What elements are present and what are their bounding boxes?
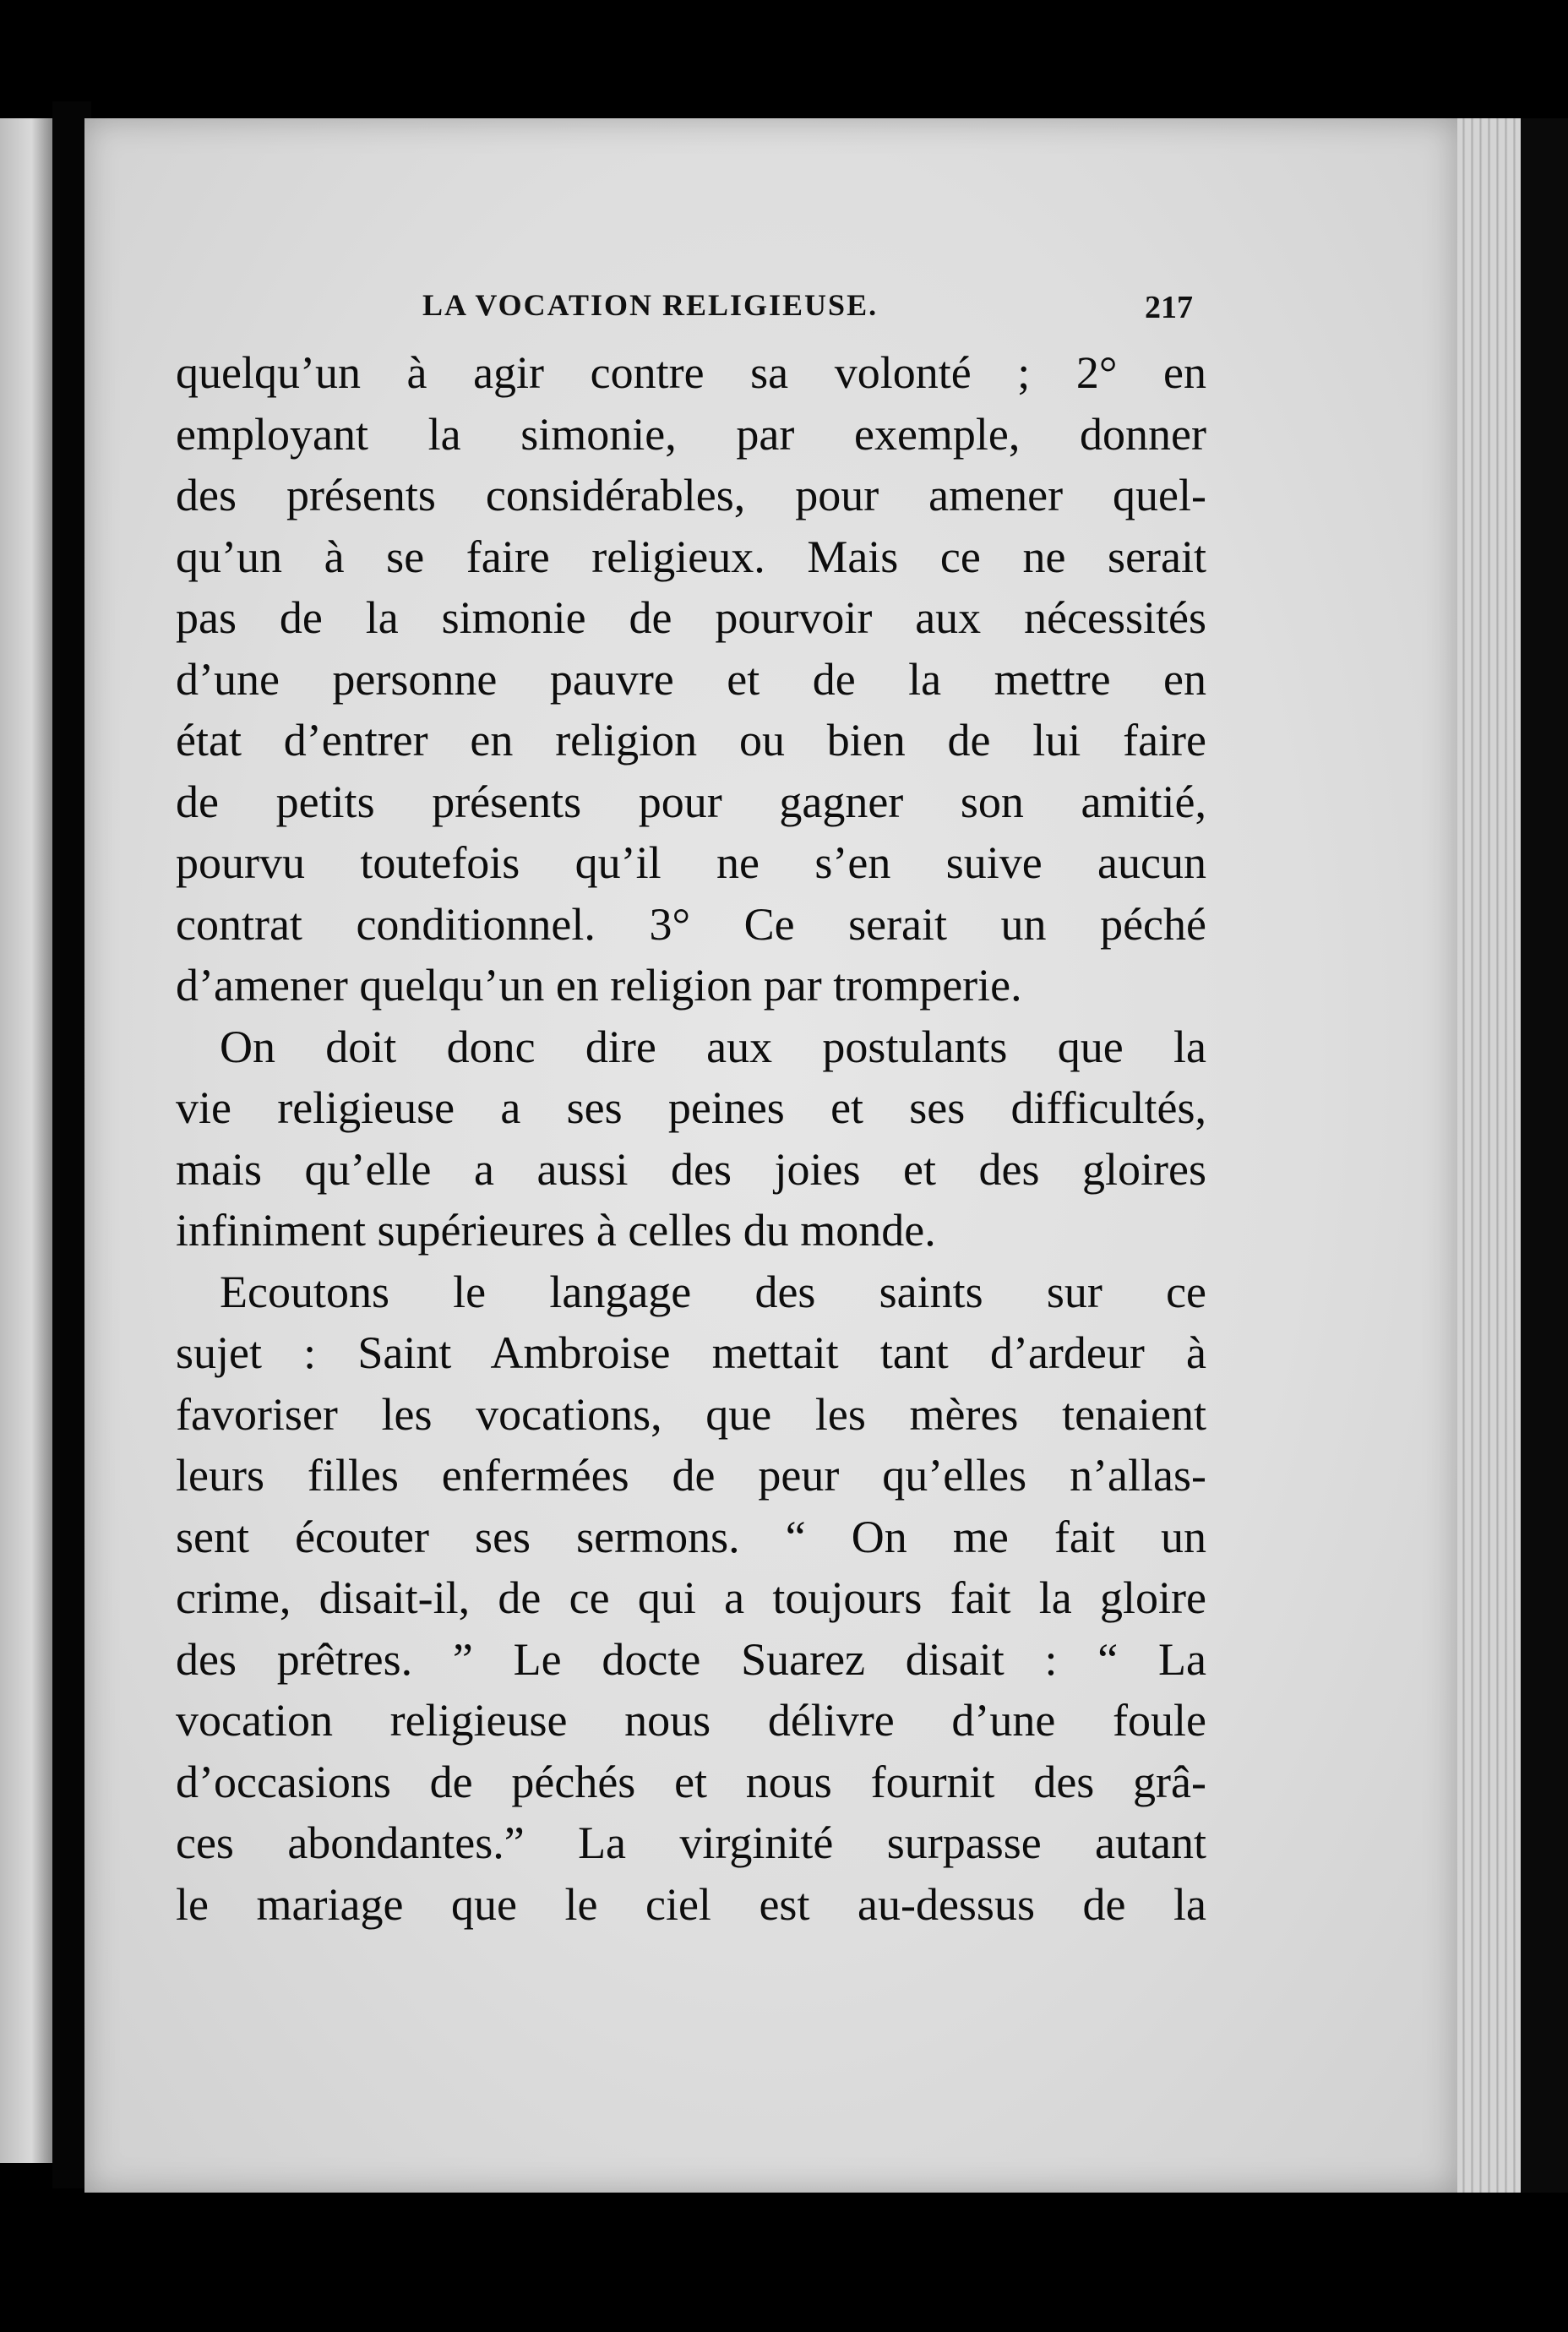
text-line: contrat conditionnel. 3° Ce serait un péché [176, 898, 1206, 950]
text-line: état d’entrer en religion ou bien de lui faire [176, 715, 1206, 766]
text-line: d’occasions de péchés et nous fournit des grâ- [176, 1756, 1206, 1807]
text-line: d’amener quelqu’un en religion par tromperie. [176, 960, 1022, 1011]
text-line: vocation religieuse nous délivre d’une foule [176, 1695, 1206, 1746]
text-line: d’une personne pauvre et de la mettre en [176, 653, 1206, 705]
body-text [176, 342, 1206, 1935]
running-title: LA VOCATION RELIGIEUSE. [422, 288, 879, 322]
book-page [84, 118, 1457, 2193]
text-line: leurs filles enfermées de peur qu’elles n’allas- [176, 1450, 1206, 1501]
text-line: quelqu’un à agir contre sa volonté ; 2° en [176, 347, 1206, 398]
text-line: qu’un à se faire religieux. Mais ce ne serait [176, 531, 1206, 582]
text-line: le mariage que le ciel est au-dessus de la [176, 1878, 1206, 1930]
bottom-border-shadow [0, 2193, 1568, 2332]
right-border-shadow [1521, 118, 1568, 2193]
text-line: mais qu’elle a aussi des joies et des gloires [176, 1143, 1206, 1195]
running-head [84, 287, 1457, 338]
text-line: crime, disait-il, de ce qui a toujours fait la gloire [176, 1572, 1206, 1623]
text-line: des prêtres. ” Le docte Suarez disait : “ La [176, 1633, 1206, 1685]
text-line: sujet : Saint Ambroise mettait tant d’ardeur à [176, 1327, 1206, 1378]
page-stack-edges [1457, 118, 1521, 2193]
text-line: de petits présents pour gagner son amitié, [176, 776, 1206, 827]
text-line: employant la simonie, par exemple, donner [176, 408, 1206, 460]
text-line: pourvu toutefois qu’il ne s’en suive aucun [176, 837, 1206, 888]
text-line: sent écouter ses sermons. “ On me fait un [176, 1511, 1206, 1562]
text-line: vie religieuse a ses peines et ses difficultés, [176, 1082, 1206, 1133]
text-line: des présents considérables, pour amener quel- [176, 470, 1206, 520]
text-line: pas de la simonie de pourvoir aux nécessités [176, 592, 1206, 643]
text-line: ces abondantes.” La virginité surpasse autant [176, 1817, 1206, 1868]
page-number: 217 [1145, 290, 1193, 325]
text-line: infiniment supérieures à celles du monde. [176, 1205, 936, 1256]
text-line: Ecoutons le langage des saints sur ce [220, 1266, 1206, 1317]
text-line: On doit donc dire aux postulants que la [220, 1021, 1206, 1072]
text-line: favoriser les vocations, que les mères tenaient [176, 1388, 1206, 1440]
previous-page-edge [0, 118, 52, 2163]
